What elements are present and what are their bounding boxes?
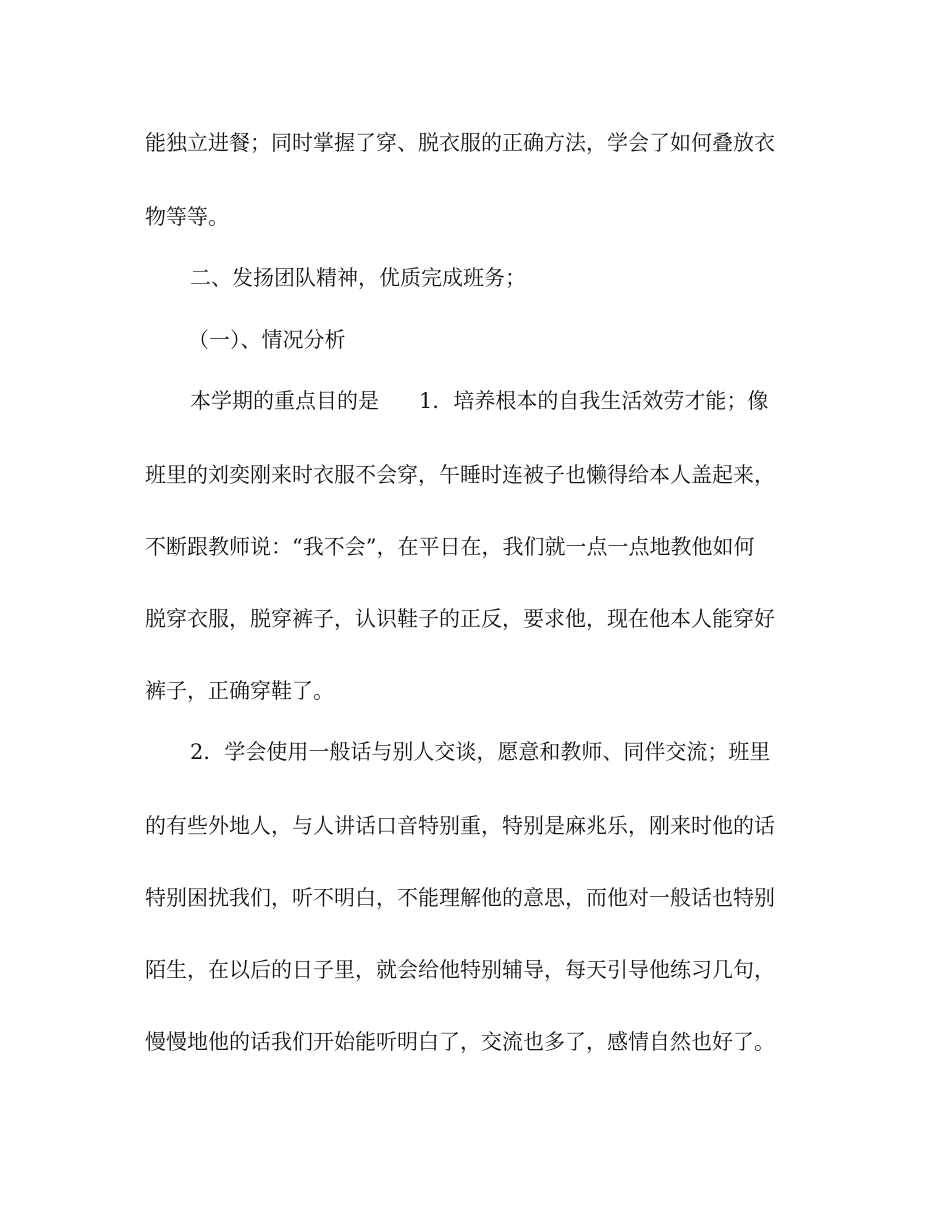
paragraph-line: 班里的刘奕刚来时衣服不会穿，午睡时连被子也懒得给本人盖起来， bbox=[145, 463, 775, 487]
paragraph-line: 特别困扰我们，听不明白，不能理解他的意思，而他对一般话也特别 bbox=[145, 886, 775, 910]
paragraph-line: 不断跟教师说：“我不会”，在平日在，我们就一点一点地教他如何 bbox=[145, 535, 755, 559]
paragraph-line: 裤子，正确穿鞋了。 bbox=[145, 679, 334, 703]
paragraph-line: 慢慢地他的话我们开始能听明白了，交流也多了，感情自然也好了。 bbox=[145, 1030, 775, 1054]
paragraph-line: 物等等。 bbox=[145, 205, 229, 229]
paragraph-line: 的有些外地人，与人讲话口音特别重，特别是麻兆乐，刚来时他的话 bbox=[145, 814, 775, 838]
subsection-heading: （一）、情况分析 bbox=[188, 328, 346, 352]
paragraph-line: 陌生，在以后的日子里，就会给他特别辅导，每天引导他练习几句， bbox=[145, 958, 775, 982]
list-item-2-line: 2．学会使用一般话与别人交谈，愿意和教师、同伴交流；班里 bbox=[190, 740, 771, 764]
paragraph-line bbox=[190, 387, 870, 415]
list-item-1-text: 1．培养根本的自我生活效劳才能；像 bbox=[419, 389, 769, 413]
paragraph-line: 脱穿衣服，脱穿裤子，认识鞋子的正反，要求他，现在他本人能穿好 bbox=[145, 607, 775, 631]
paragraph-line: 能独立进餐；同时掌握了穿、脱衣服的正确方法，学会了如何叠放衣 bbox=[145, 131, 775, 155]
section-heading: 二、发扬团队精神，优质完成班务； bbox=[190, 266, 526, 290]
paragraph-lead-text: 本学期的重点目的是 bbox=[190, 389, 379, 413]
